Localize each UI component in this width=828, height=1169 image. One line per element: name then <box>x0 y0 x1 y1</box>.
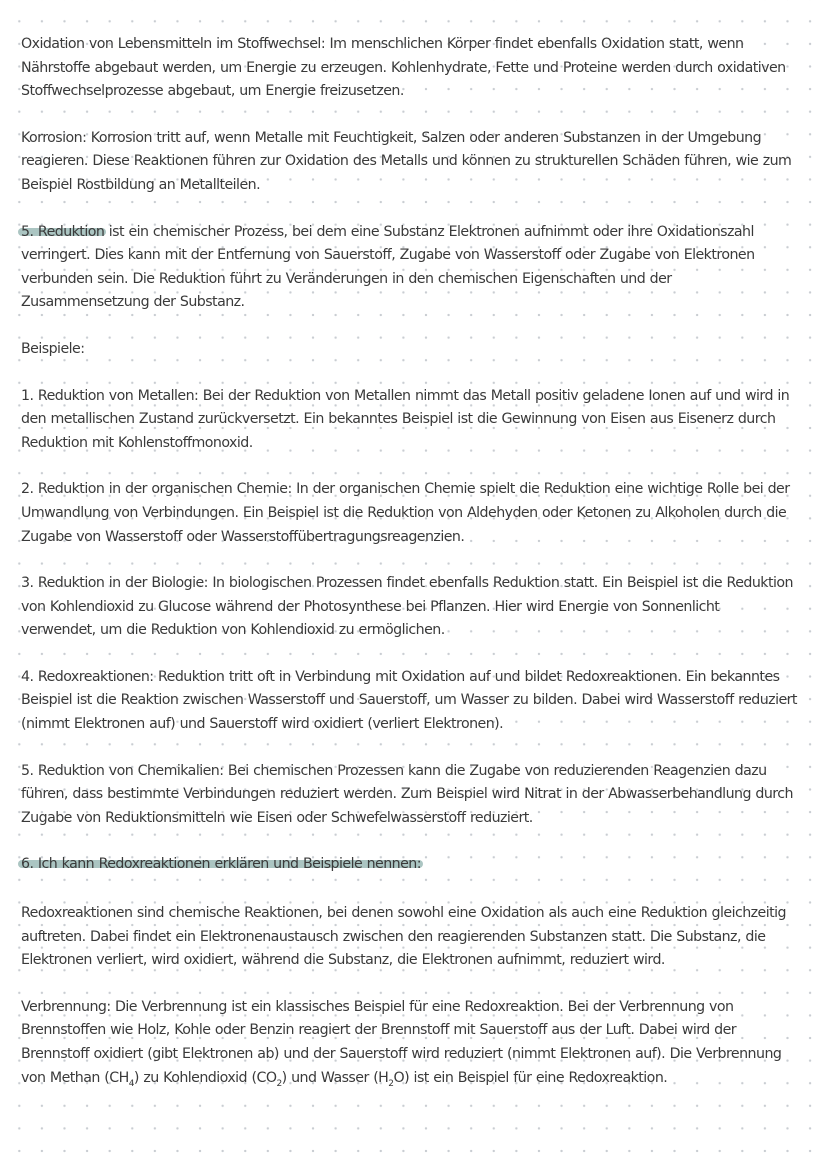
paragraph-oxidation-food: Oxidation von Lebensmitteln im Stoffwechsel: Im menschlichen Körper findet ebenfalls Oxidation statt, wenn Nährstoffe abgebaut werden, um Energie zu erzeugen. Kohlenhydrate, Fette und Proteine werden durch oxidativen Stoffwechselprozesse abgebaut, um Energie freizusetzen. <box>21 36 786 100</box>
section-5-text: ist ein chemischer Prozess, bei dem eine Substanz Elektronen aufnimmt oder ihre Oxidationszahl verringert. Dies kann mit der Entfernung von Sauerstoff, Zugabe von Wasserstoff oder Zugabe von Elektronen verbunden sein. Die Reduktion führt zu Veränderungen in den chemischen Eigenschaften und der Zusammensetzung der Substanz. <box>21 223 755 311</box>
example-item-2: 2. Reduktion in der organischen Chemie: In der organischen Chemie spielt die Reduktion eine wichtige Rolle bei der Umwandlung von Verbindungen. Ein Beispiel ist die Reduktion von Aldehyden oder Ketonen zu Alkoholen durch die Zugabe von Wasserstoff oder Wasserstoffübertragungsreagenzien. <box>21 481 790 545</box>
combustion-text-end: O) ist ein Beispiel für eine Redoxreaktion. <box>393 1069 668 1086</box>
section-5-heading: 5. Reduktion <box>21 223 105 240</box>
paragraph-corrosion: Korrosion: Korrosion tritt auf, wenn Metalle mit Feuchtigkeit, Salzen oder anderen Substanzen in der Umgebung reagieren. Diese Reaktionen führen zur Oxidation des Metalls und können zu strukturellen Schäden führen, wie zum Beispiel Rostbildung an Metallteilen. <box>21 129 792 193</box>
combustion-text-mid2: ) und Wasser (H <box>281 1069 389 1086</box>
section-6-heading: 6. Ich kann Redoxreaktionen erklären und Beispiele nennen: <box>21 856 421 873</box>
example-item-4: 4. Redoxreaktionen: Reduktion tritt oft in Verbindung mit Oxidation auf und bildet Redoxreaktionen. Ein bekanntes Beispiel ist die Reaktion zwischen Wasserstoff und Sauerstoff, um Wasser zu bilden. Dabei wird Wasserstoff reduziert (nimmt Elektronen auf) und Sauerstoff wird oxidiert (verliert Elektronen). <box>21 668 797 733</box>
combustion-text-start: Verbrennung: Die Verbrennung ist ein klassisches Beispiel für eine Redoxreaktion. Bei der Verbrennung von Brennstoffen wie Holz, Kohle oder Benzin reagiert der Brennstoff mit Sauerstoff aus der Luft. Dabei wird der Brennstoff oxidiert (gibt Elektronen ab) und der Sauerstoff wird reduziert (nimmt Elektronen auf). Die Verbrennung von Methan (CH <box>21 998 782 1086</box>
section-6-heading-line <box>21 853 798 877</box>
examples-label: Beispiele: <box>21 340 85 357</box>
example-item-5: 5. Reduktion von Chemikalien: Bei chemischen Prozessen kann die Zugabe von reduzierenden Reagenzien dazu führen, dass bestimmte Verbindungen reduziert werden. Zum Beispiel wird Nitrat in der Abwasserbehandlung durch Zugabe von Reduktionsmitteln wie Eisen oder Schwefelwasserstoff reduziert. <box>21 762 793 826</box>
paragraph-redox-intro: Redoxreaktionen sind chemische Reaktionen, bei denen sowohl eine Oxidation als auch eine Reduktion gleichzeitig auftreten. Dabei findet ein Elektronenaustausch zwischen den reagierenden Substanzen statt. Die Substanz, die Elektronen verliert, wird oxidiert, während die Substanz, die Elektronen aufnimmt, reduziert wird. <box>21 905 786 969</box>
paragraph-combustion <box>21 996 798 1090</box>
example-item-3: 3. Reduktion in der Biologie: In biologischen Prozessen findet ebenfalls Reduktion statt. Ein Beispiel ist die Reduktion von Kohlendioxid zu Glucose während der Photosynthese bei Pflanzen. Hier wird Energie von Sonnenlicht verwendet, um die Reduktion von Kohlendioxid zu ermöglichen. <box>21 575 793 639</box>
co2-subscript: 2 <box>276 1078 282 1089</box>
combustion-text-mid1: ) zu Kohlendioxid (CO <box>133 1069 277 1086</box>
methane-subscript: 4 <box>128 1078 134 1089</box>
example-item-1: 1. Reduktion von Metallen: Bei der Reduktion von Metallen nimmt das Metall positiv geladene Ionen auf und wird in den metallischen Zustand zurückversetzt. Ein bekanntes Beispiel ist die Gewinnung von Eisen aus Eisenerz durch Reduktion mit Kohlenstoffmonoxid. <box>21 387 790 451</box>
h2o-subscript: 2 <box>388 1078 394 1089</box>
paragraph-reduction-definition <box>21 221 798 315</box>
